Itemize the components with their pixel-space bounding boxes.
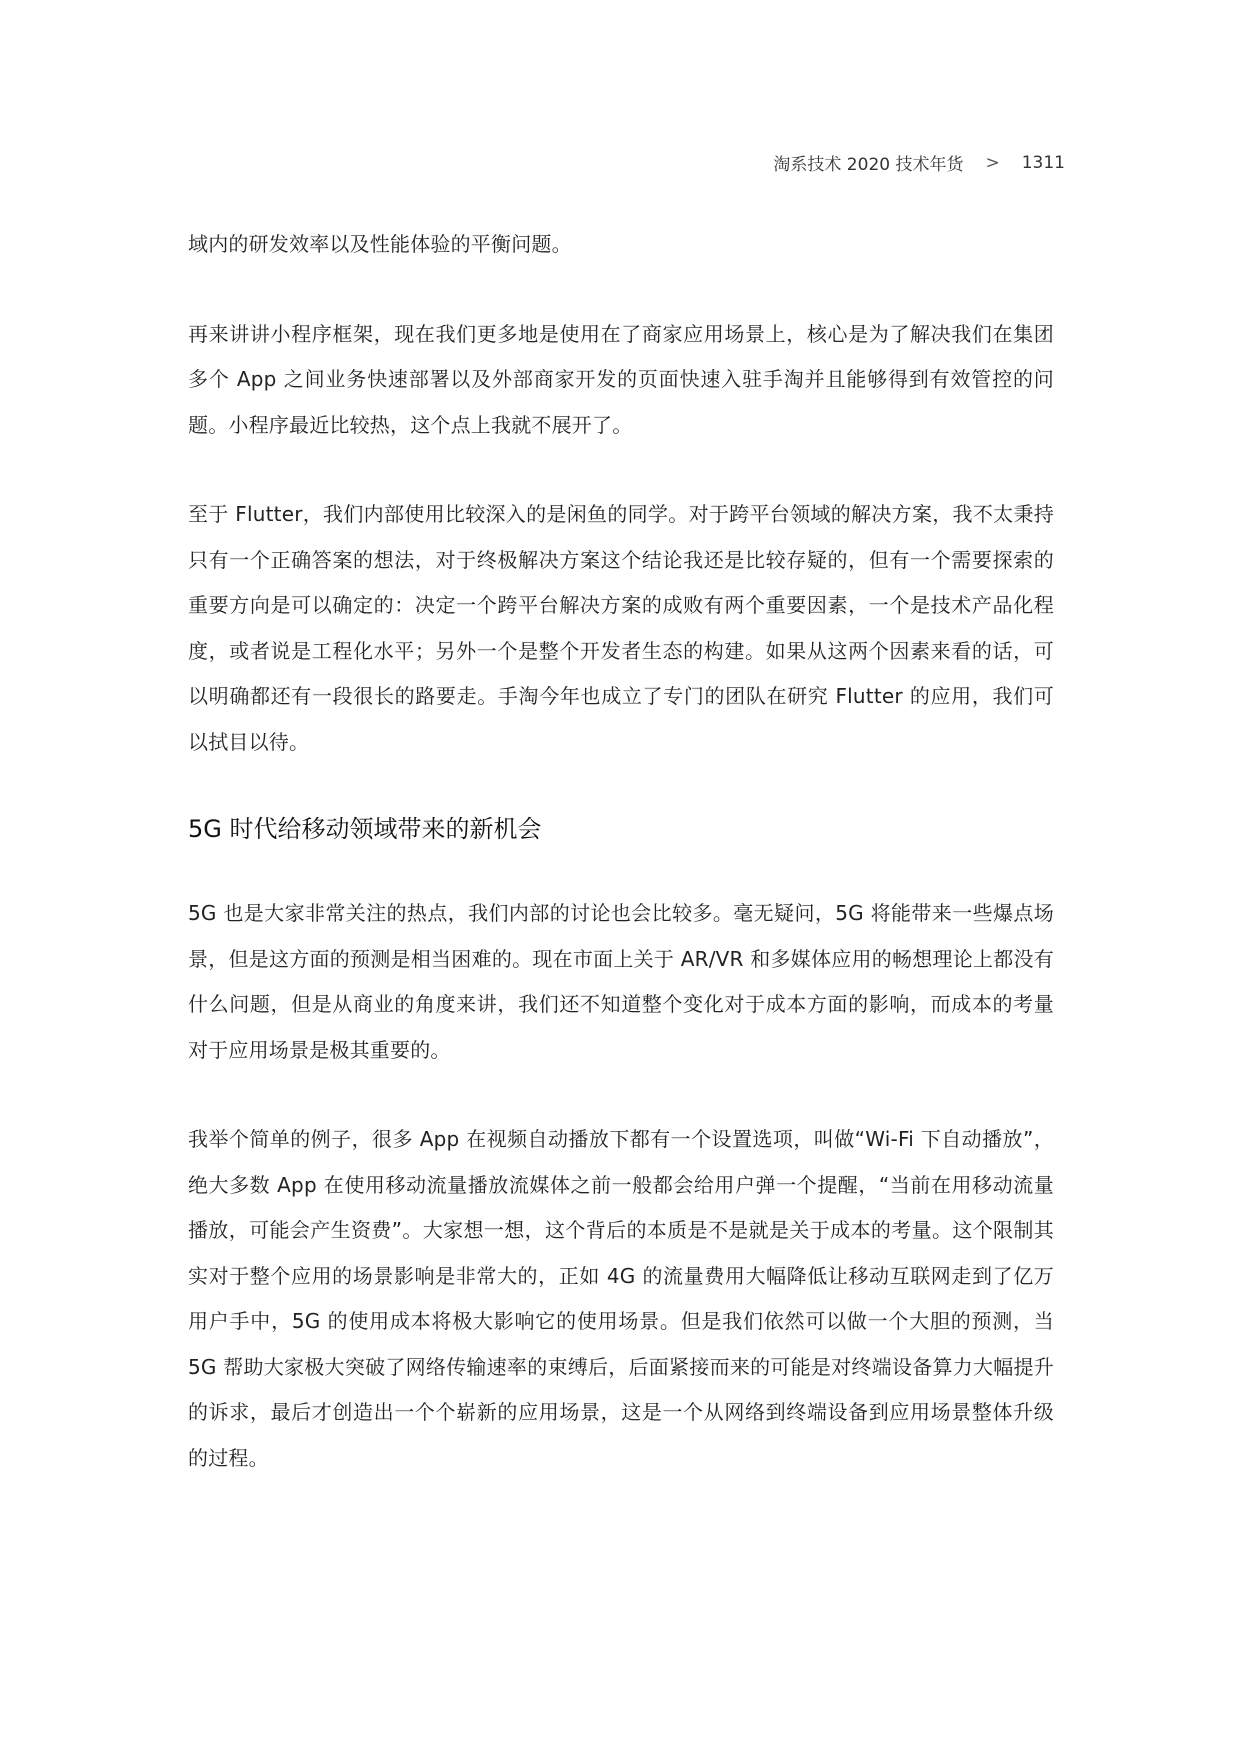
page-number: 1311: [1021, 152, 1065, 173]
section-heading: 5G 时代给移动领域带来的新机会: [188, 815, 542, 843]
page-header: [773, 150, 1065, 175]
header-separator: >: [985, 152, 1000, 173]
page-body: [188, 222, 1054, 1525]
paragraph: 5G 也是大家非常关注的热点，我们内部的讨论也会比较多。毫无疑问，5G 将能带来一些爆点场景，但是这方面的预测是相当困难的。现在市面上关于 AR/VR 和多媒体应用的畅想理论上都没有什么问题，但是从商业的角度来讲，我们还不知道整个变化对于成本方面的影响，而成本的考量对于应用场景是极其重要的。: [188, 901, 1054, 1062]
paragraph: 我举个简单的例子，很多 App 在视频自动播放下都有一个设置选项，叫做“Wi-Fi 下自动播放”，绝大多数 App 在使用移动流量播放流媒体之前一般都会给用户弹一个提醒，“当前在用移动流量播放，可能会产生资费”。大家想一想，这个背后的本质是不是就是关于成本的考量。这个限制其实对于整个应用的场景影响是非常大的，正如 4G 的流量费用大幅降低让移动互联网走到了亿万用户手中，5G 的使用成本将极大影响它的使用场景。但是我们依然可以做一个大胆的预测，当 5G 帮助大家极大突破了网络传输速率的束缚后，后面紧接而来的可能是对终端设备算力大幅提升的诉求，最后才创造出一个个崭新的应用场景，这是一个从网络到终端设备到应用场景整体升级的过程。: [188, 1127, 1054, 1470]
paragraph: 至于 Flutter，我们内部使用比较深入的是闲鱼的同学。对于跨平台领域的解决方案，我不太秉持只有一个正确答案的想法，对于终极解决方案这个结论我还是比较存疑的，但有一个需要探索的重要方向是可以确定的：决定一个跨平台解决方案的成败有两个重要因素，一个是技术产品化程度，或者说是工程化水平；另外一个是整个开发者生态的构建。如果从这两个因素来看的话，可以明确都还有一段很长的路要走。手淘今年也成立了专门的团队在研究 Flutter 的应用，我们可以拭目以待。: [188, 502, 1054, 754]
book-title: 淘系技术 2020 技术年货: [773, 155, 964, 175]
paragraph: 域内的研发效率以及性能体验的平衡问题。: [188, 232, 572, 256]
paragraph: 再来讲讲小程序框架，现在我们更多地是使用在了商家应用场景上，核心是为了解决我们在集团多个 App 之间业务快速部署以及外部商家开发的页面快速入驻手淘并且能够得到有效管控的问题。小程序最近比较热，这个点上我就不展开了。: [188, 321, 1054, 437]
